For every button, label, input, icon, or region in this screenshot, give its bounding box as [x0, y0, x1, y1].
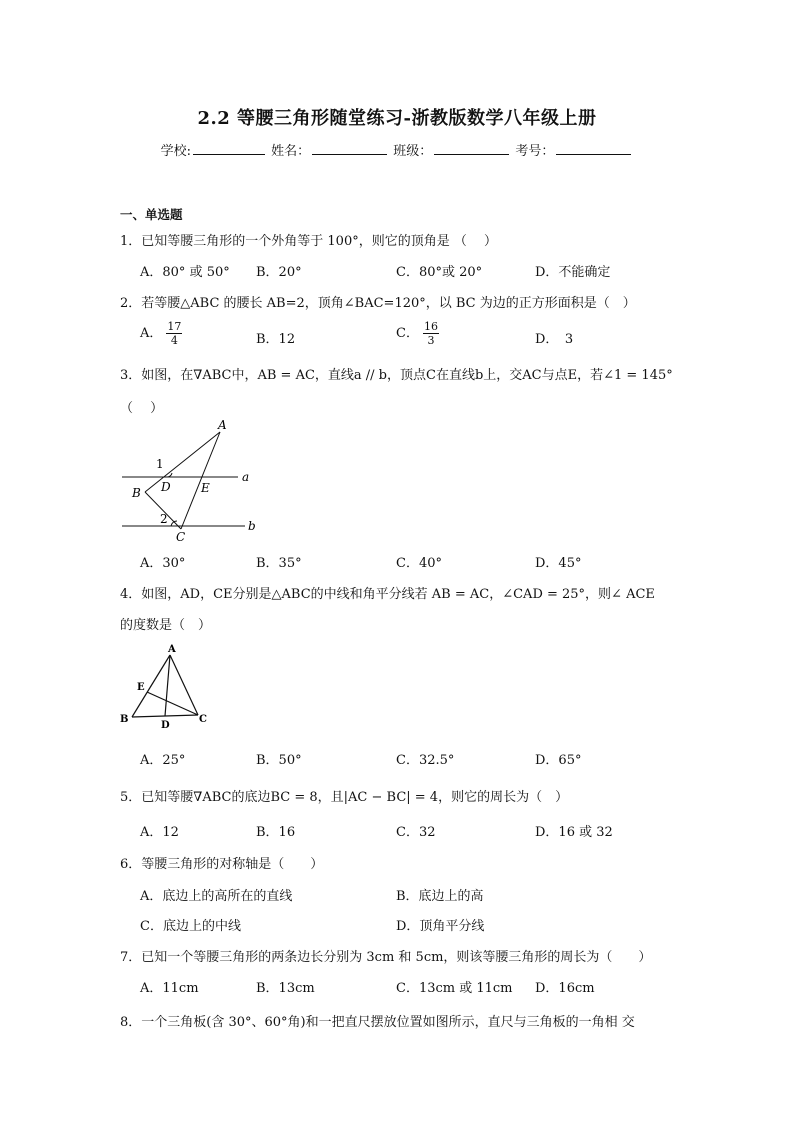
exam-no-label: 考号：	[515, 144, 555, 159]
label-B: B	[120, 714, 129, 725]
q6-option-b[interactable]: B．底边上的高	[396, 889, 484, 904]
q7-option-c[interactable]: C．13cm 或 11cm	[396, 981, 513, 996]
q6-option-c[interactable]: C．底边上的中线	[140, 919, 241, 934]
q1-option-c[interactable]: C．80°或 20°	[396, 265, 483, 280]
q7-option-b[interactable]: B．13cm	[256, 981, 315, 996]
question-7: 7．已知一个等腰三角形的两条边长分别为 3cm 和 5cm，则该等腰三角形的周长为（ ）	[120, 950, 652, 965]
class-label: 班级：	[393, 144, 433, 159]
page-title: 2.2 等腰三角形随堂练习-浙教版数学八年级上册	[197, 108, 597, 129]
q3-option-c[interactable]: C．40°	[396, 556, 442, 571]
q2-option-a[interactable]	[140, 320, 182, 347]
q7-option-a[interactable]: A．11cm	[140, 981, 199, 996]
student-info-line	[0, 140, 794, 159]
label-D: D	[161, 480, 171, 494]
q2-option-a-label: A．	[140, 326, 163, 341]
fraction-denominator: 3	[427, 334, 435, 347]
school-blank[interactable]	[193, 142, 265, 155]
label-line-b: b	[248, 519, 256, 533]
q3-option-a[interactable]: A．30°	[140, 556, 186, 571]
q7-option-d[interactable]: D．16cm	[535, 981, 595, 996]
question-5: 5．已知等腰∇ABC的底边BC = 8，且|AC − BC| = 4，则它的周长为（ ）	[120, 790, 569, 805]
name-blank[interactable]	[312, 142, 387, 155]
question-3: 3．如图，在∇ABC中，AB = AC，直线a // b，顶点C在直线b上，交AC与点E，若∠1 = 145°	[120, 368, 673, 383]
label-angle-2: 2	[160, 512, 168, 526]
q2-option-a-fraction	[166, 320, 182, 347]
question-6: 6．等腰三角形的对称轴是（ ）	[120, 857, 324, 872]
q4-option-a[interactable]: A．25°	[140, 753, 186, 768]
q2-option-c-label: C．	[396, 326, 419, 341]
q4-option-b[interactable]: B．50°	[256, 753, 302, 768]
q4-option-d[interactable]: D．65°	[535, 753, 582, 768]
label-D: D	[161, 720, 170, 731]
q2-option-c[interactable]	[396, 320, 439, 347]
q5-option-b[interactable]: B．16	[256, 825, 296, 840]
q5-option-c[interactable]: C．32	[396, 825, 436, 840]
fraction-denominator: 4	[170, 334, 178, 347]
q1-option-d[interactable]: D．不能确定	[535, 265, 611, 280]
question-4: 4．如图，AD，CE分别是△ABC的中线和角平分线若 AB = AC，∠CAD = 25°，则∠ ACE	[120, 587, 655, 602]
question-8: 8．一个三角板(含 30°、60°角)和一把直尺摆放位置如图所示，直尺与三角板的一角相 交	[120, 1015, 635, 1030]
label-angle-1: 1	[156, 457, 164, 471]
label-E: E	[201, 481, 210, 495]
q4-figure	[115, 640, 215, 735]
fraction-numerator: 17	[167, 320, 182, 333]
q5-option-d[interactable]: D．16 或 32	[535, 825, 613, 840]
q2-option-c-fraction	[423, 320, 439, 347]
q3-option-d[interactable]: D．45°	[535, 556, 582, 571]
q1-option-a[interactable]: A．80° 或 50°	[140, 265, 230, 280]
section-heading: 一、单选题	[120, 207, 183, 222]
label-B: B	[132, 486, 141, 500]
exam-no-blank[interactable]	[556, 142, 631, 155]
label-E: E	[137, 682, 145, 693]
label-A: A	[218, 418, 227, 432]
q2-option-d[interactable]: D． 3	[535, 332, 574, 347]
q2-option-b[interactable]: B．12	[256, 332, 296, 347]
question-1: 1．已知等腰三角形的一个外角等于 100°，则它的顶角是 （ ）	[120, 234, 497, 249]
class-blank[interactable]	[434, 142, 509, 155]
name-label: 姓名：	[271, 144, 311, 159]
label-C: C	[176, 530, 186, 544]
question-3-paren: （ ）	[120, 401, 164, 416]
q6-option-a[interactable]: A．底边上的高所在的直线	[140, 889, 293, 904]
fraction-numerator: 16	[423, 320, 438, 333]
label-line-a: a	[242, 470, 250, 484]
label-C: C	[199, 714, 207, 725]
school-label: 学校:	[160, 144, 191, 159]
q5-option-a[interactable]: A．12	[140, 825, 179, 840]
q6-option-d[interactable]: D．顶角平分线	[396, 919, 485, 934]
question-4-line2: 的度数是（ ）	[120, 618, 212, 633]
q4-option-c[interactable]: C．32.5°	[396, 753, 455, 768]
label-A: A	[168, 644, 176, 655]
question-2: 2．若等腰△ABC 的腰长 AB=2，顶角∠BAC=120°，以 BC 为边的正方形面积是（ ）	[120, 296, 636, 311]
q3-option-b[interactable]: B．35°	[256, 556, 302, 571]
q3-figure	[115, 415, 265, 545]
q1-option-b[interactable]: B．20°	[256, 265, 302, 280]
